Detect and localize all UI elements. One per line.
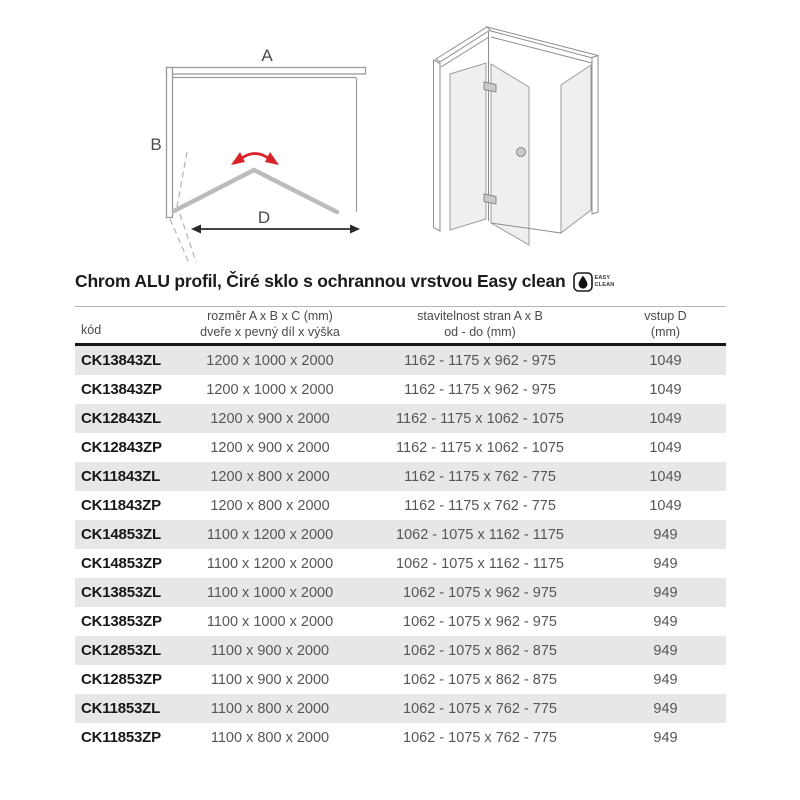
col-header-vstup <box>605 307 726 345</box>
col-header-rozmer-line1: rozměr A x B x C (mm) <box>207 309 333 323</box>
cell-size: 1100 x 800 x 2000 <box>210 729 330 746</box>
easy-clean-label-line2: CLEAN <box>594 281 615 288</box>
iso-wall-profile-left <box>434 60 441 231</box>
col-header-vstup-line1: vstup D <box>644 309 687 323</box>
cell-adjust-range: 1162 - 1175 x 962 - 975 <box>404 352 556 369</box>
cell-entry-width: 1049 <box>649 410 682 427</box>
cell-entry-width: 1049 <box>649 497 682 514</box>
cell-entry-width: 949 <box>653 584 678 601</box>
cell-code: CK11843ZP <box>81 497 161 515</box>
cell-code: CK12843ZP <box>81 439 162 457</box>
table-row <box>75 491 726 520</box>
col-header-stavitelnost-line2: od - do (mm) <box>444 324 516 339</box>
col-header-rozmer-line2: dveře x pevný díl x výška <box>200 324 340 339</box>
iso-wall-profile-right <box>592 56 598 215</box>
cell-adjust-range: 1162 - 1175 x 1062 - 1075 <box>396 439 564 456</box>
cell-entry-width: 949 <box>653 671 678 688</box>
plan-door-swing-dash <box>177 152 187 207</box>
cell-entry-width: 949 <box>653 526 678 543</box>
cell-adjust-range: 1162 - 1175 x 762 - 775 <box>404 497 556 514</box>
iso-top-rail-left <box>436 27 491 62</box>
cell-entry-width: 1049 <box>649 439 682 456</box>
cell-adjust-range: 1162 - 1175 x 762 - 775 <box>404 468 556 485</box>
cell-entry-width: 949 <box>653 613 678 630</box>
cell-size: 1100 x 1200 x 2000 <box>206 555 334 572</box>
cell-adjust-range: 1062 - 1075 x 1162 - 1175 <box>396 526 564 543</box>
cell-size: 1100 x 800 x 2000 <box>210 700 330 717</box>
cell-adjust-range: 1062 - 1075 x 962 - 975 <box>403 613 557 630</box>
easy-clean-label-line1: EASY <box>594 275 611 282</box>
iso-door-knob <box>517 148 526 157</box>
table-row <box>75 665 726 694</box>
table-row <box>75 520 726 549</box>
cell-adjust-range: 1162 - 1175 x 1062 - 1075 <box>396 410 564 427</box>
page-title: Chrom ALU profil, Čiré sklo s ochrannou vrstvou Easy clean <box>75 271 566 291</box>
iso-fold-panel-left <box>450 63 486 230</box>
cell-size: 1100 x 1200 x 2000 <box>206 526 334 543</box>
cell-code: CK12843ZL <box>81 410 161 428</box>
table-row <box>75 462 726 491</box>
cell-size: 1200 x 800 x 2000 <box>210 497 330 514</box>
col-header-rozmer <box>185 307 355 345</box>
iso-fixed-panel <box>561 65 591 233</box>
cell-code: CK13853ZL <box>81 584 161 602</box>
cell-code: CK13843ZP <box>81 381 162 399</box>
cell-size: 1100 x 900 x 2000 <box>210 671 330 688</box>
plan-label-b: B <box>150 135 162 154</box>
cell-adjust-range: 1162 - 1175 x 962 - 975 <box>404 381 556 398</box>
spec-table-body <box>75 345 726 753</box>
arrowhead-left-icon <box>191 225 201 234</box>
cell-entry-width: 1049 <box>649 352 682 369</box>
plan-door-swing-dash <box>180 214 196 262</box>
cell-size: 1100 x 1000 x 2000 <box>206 613 334 630</box>
cell-code: CK14853ZP <box>81 555 162 573</box>
cell-code: CK13843ZL <box>81 352 161 370</box>
cell-code: CK11853ZL <box>81 700 161 718</box>
cell-entry-width: 949 <box>653 642 678 659</box>
table-row <box>75 345 726 376</box>
cell-code: CK14853ZL <box>81 526 161 544</box>
cell-code: CK12853ZP <box>81 671 162 689</box>
cell-code: CK12853ZL <box>81 642 161 660</box>
cell-size: 1100 x 900 x 2000 <box>210 642 330 659</box>
spec-table-header <box>75 307 726 345</box>
cell-code: CK11843ZL <box>81 468 161 486</box>
section-title-row <box>75 271 614 292</box>
table-row <box>75 578 726 607</box>
col-header-stavitelnost-line1: stavitelnost stran A x B <box>417 309 543 323</box>
cell-adjust-range: 1062 - 1075 x 962 - 975 <box>403 584 557 601</box>
cell-size: 1100 x 1000 x 2000 <box>206 584 334 601</box>
cell-size: 1200 x 900 x 2000 <box>210 439 330 456</box>
cell-size: 1200 x 1000 x 2000 <box>206 381 334 398</box>
plan-folding-door <box>174 170 337 212</box>
product-illustration <box>425 15 635 265</box>
swing-arrowhead-left <box>231 152 245 165</box>
plan-door-swing-dash <box>170 219 189 263</box>
table-row <box>75 607 726 636</box>
droplet-icon <box>573 272 593 292</box>
plan-wall-top <box>167 68 366 75</box>
cell-adjust-range: 1062 - 1075 x 862 - 875 <box>403 671 557 688</box>
col-header-vstup-line2: (mm) <box>650 324 681 339</box>
spec-table <box>75 306 726 752</box>
cell-adjust-range: 1062 - 1075 x 762 - 775 <box>403 729 557 746</box>
plan-label-a: A <box>261 46 273 65</box>
col-header-kod: kód <box>75 307 185 345</box>
col-header-stavitelnost <box>355 307 605 345</box>
header-row <box>75 307 726 345</box>
plan-wall-left <box>167 68 173 218</box>
cell-code: CK11853ZP <box>81 729 161 747</box>
table-row <box>75 433 726 462</box>
cell-size: 1200 x 900 x 2000 <box>210 410 330 427</box>
plan-label-d: D <box>257 208 271 227</box>
cell-adjust-range: 1062 - 1075 x 1162 - 1175 <box>396 555 564 572</box>
table-row <box>75 694 726 723</box>
cell-entry-width: 1049 <box>649 381 682 398</box>
table-row <box>75 636 726 665</box>
arrowhead-right-icon <box>350 225 360 234</box>
iso-top-rail-right <box>487 27 598 60</box>
easy-clean-badge <box>573 272 615 292</box>
cell-entry-width: 1049 <box>649 468 682 485</box>
cell-size: 1200 x 1000 x 2000 <box>206 352 334 369</box>
cell-size: 1200 x 800 x 2000 <box>210 468 330 485</box>
table-row <box>75 723 726 752</box>
plan-diagram <box>145 40 380 270</box>
cell-entry-width: 949 <box>653 555 678 572</box>
table-row <box>75 375 726 404</box>
cell-code: CK13853ZP <box>81 613 162 631</box>
cell-adjust-range: 1062 - 1075 x 762 - 775 <box>403 700 557 717</box>
cell-adjust-range: 1062 - 1075 x 862 - 875 <box>403 642 557 659</box>
swing-arrowhead-right <box>265 152 279 165</box>
table-row <box>75 549 726 578</box>
table-row <box>75 404 726 433</box>
cell-entry-width: 949 <box>653 729 678 746</box>
easy-clean-label <box>595 275 615 288</box>
cell-entry-width: 949 <box>653 700 678 717</box>
